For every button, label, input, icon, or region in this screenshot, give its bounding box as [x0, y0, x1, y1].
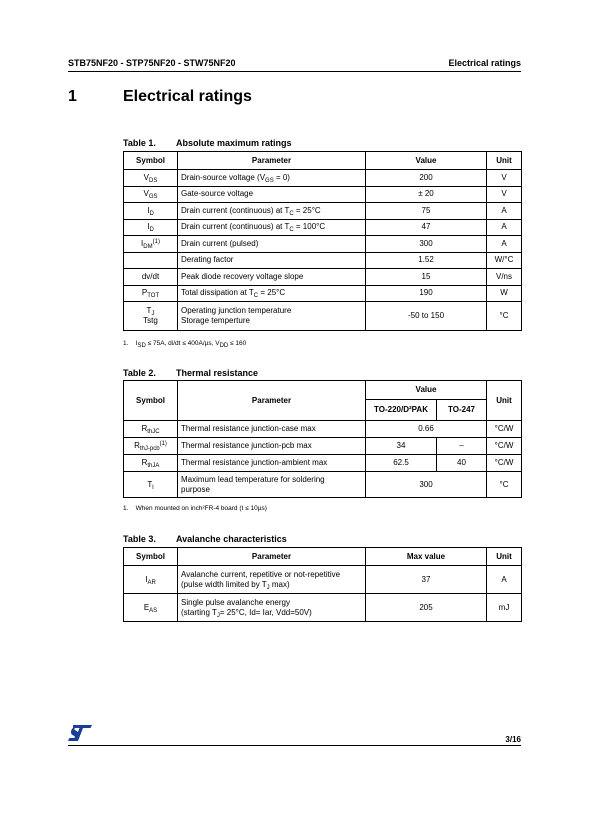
- symbol-text: T: [147, 479, 153, 489]
- symbol-subscript: GS: [148, 194, 158, 201]
- symbol-text: T: [146, 306, 152, 315]
- parameter-text: Maximum lead temperature for soldering: [181, 474, 325, 484]
- symbol-text: dv/dt: [141, 271, 160, 281]
- table2-col-symbol: Symbol: [124, 381, 178, 421]
- unit-cell: °C/W: [487, 455, 522, 472]
- table1-caption: [123, 138, 292, 148]
- unit-cell: V: [487, 170, 522, 187]
- parameter-text: Derating factor: [181, 255, 234, 265]
- section-number: 1: [68, 88, 77, 105]
- parameter-subscript: GS: [265, 177, 274, 184]
- value-cell: 1.52: [366, 252, 487, 269]
- value-cell: ± 20: [366, 186, 487, 203]
- table-row: [124, 421, 522, 438]
- table-row: [124, 269, 522, 286]
- symbol-text: E: [143, 602, 150, 612]
- symbol-cell: [124, 285, 178, 302]
- parameter-cell: [178, 594, 366, 622]
- value-cell-pkg1: 34: [366, 438, 437, 455]
- symbol-text: Tstg: [143, 316, 158, 325]
- symbol-cell: [124, 438, 178, 455]
- table2-label: Table 2.: [123, 368, 156, 378]
- value-cell: 205: [366, 594, 487, 622]
- footnote-subscript: DD: [219, 343, 229, 349]
- absolute-maximum-ratings-table: [123, 151, 522, 331]
- symbol-text: I: [145, 574, 148, 584]
- symbol-cell: [124, 594, 178, 622]
- value-cell: 47: [366, 219, 487, 236]
- symbol-text: R: [134, 441, 140, 450]
- header-rule: [68, 71, 521, 72]
- value-cell-pkg1: 62.5: [366, 455, 437, 472]
- symbol-subscript: thJ-pcb: [139, 446, 160, 452]
- footnote-text: ≤ 160: [228, 340, 247, 347]
- unit-cell: A: [487, 566, 522, 594]
- table2-footnote: [123, 505, 267, 512]
- value-cell: 300: [366, 472, 487, 498]
- symbol-subscript: D: [149, 210, 154, 217]
- footnote-number: 1.: [123, 505, 129, 512]
- parameter-text: purpose: [181, 484, 210, 494]
- table-row: [124, 219, 522, 236]
- symbol-superscript: (1): [152, 238, 160, 245]
- unit-cell: W/°C: [487, 252, 522, 269]
- table2-title: Thermal resistance: [176, 368, 259, 378]
- table1-col-unit: Unit: [487, 152, 522, 170]
- table-row: [124, 302, 522, 331]
- parameter-text: max): [269, 579, 290, 589]
- parameter-cell: [178, 170, 366, 187]
- header-doc-title: STB75NF20 - STP75NF20 - STW75NF20: [68, 58, 236, 68]
- unit-cell: °C/W: [487, 438, 522, 455]
- table-row: [124, 236, 522, 253]
- symbol-text: V: [143, 172, 149, 182]
- symbol-cell: [124, 186, 178, 203]
- symbol-subscript: AS: [149, 607, 158, 614]
- table2-col-pkg2: TO-247: [437, 400, 487, 421]
- table3-col-symbol: Symbol: [124, 548, 178, 566]
- table1-label: Table 1.: [123, 138, 156, 148]
- symbol-subscript: DM: [143, 243, 153, 250]
- symbol-subscript: thJA: [147, 463, 160, 469]
- symbol-subscript: J: [151, 311, 155, 317]
- symbol-cell: [124, 455, 178, 472]
- parameter-cell: [178, 219, 366, 236]
- symbol-cell: [124, 566, 178, 594]
- parameter-cell: [178, 186, 366, 203]
- symbol-subscript: l: [152, 484, 154, 491]
- unit-cell: mJ: [487, 594, 522, 622]
- parameter-subscript: C: [253, 293, 259, 300]
- section-title: Electrical ratings: [123, 88, 252, 105]
- parameter-cell: [178, 252, 366, 269]
- parameter-text: = 0): [273, 172, 290, 182]
- table3-label: Table 3.: [123, 534, 156, 544]
- table-row: [124, 170, 522, 187]
- table1-footnote: [123, 340, 246, 347]
- parameter-text: Avalanche current, repetitive or not-repetitive: [181, 569, 341, 579]
- footnote-number: 1.: [123, 340, 129, 347]
- symbol-text: R: [141, 424, 148, 433]
- symbol-text: I: [141, 238, 144, 248]
- footnote-text: ≤ 75A, di/dt ≤ 400A/µs, V: [145, 340, 220, 347]
- unit-cell: W: [487, 285, 522, 302]
- value-cell: -50 to 150: [366, 302, 487, 331]
- symbol-subscript: TOT: [147, 293, 160, 300]
- table3-caption: [123, 534, 287, 544]
- parameter-subscript: J: [216, 612, 220, 619]
- symbol-cell: [124, 236, 178, 253]
- parameter-cell: [178, 285, 366, 302]
- symbol-cell: [124, 269, 178, 286]
- parameter-subscript: C: [289, 227, 294, 234]
- symbol-cell: [124, 170, 178, 187]
- value-cell: 37: [366, 566, 487, 594]
- table3-col-value: Max value: [366, 548, 487, 566]
- table2-col-parameter: Parameter: [178, 381, 366, 421]
- unit-cell: °C/W: [487, 421, 522, 438]
- parameter-cell: Thermal resistance junction-pcb max: [178, 438, 366, 455]
- parameter-text: Storage temperture: [181, 316, 250, 325]
- unit-cell: V: [487, 186, 522, 203]
- thermal-resistance-table: [123, 380, 522, 498]
- value-cell: 75: [366, 203, 487, 220]
- table-row: [124, 285, 522, 302]
- footer-rule: [68, 745, 521, 746]
- symbol-cell: [124, 252, 178, 269]
- parameter-cell: Thermal resistance junction-case max: [178, 421, 366, 438]
- parameter-cell: [178, 203, 366, 220]
- table3-col-parameter: Parameter: [178, 548, 366, 566]
- table2-col-value: Value: [366, 381, 487, 400]
- footnote-text: When mounted on inch²FR-4 board (t ≤ 10µs): [135, 505, 267, 512]
- symbol-text: I: [147, 222, 150, 232]
- value-cell: 15: [366, 269, 487, 286]
- symbol-subscript: AR: [147, 579, 156, 586]
- unit-cell: A: [487, 219, 522, 236]
- table1-header-row: [124, 152, 522, 170]
- symbol-subscript: DS: [149, 177, 158, 184]
- page-number: 3/16: [505, 735, 521, 744]
- table-row: [124, 186, 522, 203]
- table2-caption: [123, 368, 258, 378]
- parameter-cell: [178, 236, 366, 253]
- table-row: [124, 438, 522, 455]
- value-cell: 0.66: [366, 421, 487, 438]
- table1-col-parameter: Parameter: [178, 152, 366, 170]
- parameter-text: Gate-source voltage: [181, 189, 254, 199]
- unit-cell: V/ns: [487, 269, 522, 286]
- symbol-text: V: [143, 189, 149, 199]
- parameter-text: (starting T: [181, 607, 217, 617]
- parameter-text: = 100°C: [293, 222, 326, 232]
- parameter-text: Single pulse avalanche energy: [181, 597, 290, 607]
- value-cell-pkg2: 40: [437, 455, 487, 472]
- unit-cell: °C: [487, 472, 522, 498]
- footnote-subscript: SD: [137, 343, 146, 349]
- symbol-cell: [124, 472, 178, 498]
- parameter-text: = 25°C: [293, 205, 321, 215]
- parameter-text: (pulse width limited by T: [181, 579, 267, 589]
- symbol-subscript: thJC: [147, 429, 160, 435]
- parameter-text: Total dissipation at T: [181, 288, 254, 298]
- table1-title: Absolute maximum ratings: [176, 138, 292, 148]
- footnote-text: I: [135, 340, 138, 347]
- unit-cell: °C: [487, 302, 522, 331]
- symbol-text: R: [141, 458, 148, 467]
- table3-title: Avalanche characteristics: [176, 534, 287, 544]
- value-cell: 190: [366, 285, 487, 302]
- table-row: [124, 252, 522, 269]
- table3-col-unit: Unit: [487, 548, 522, 566]
- symbol-cell: [124, 302, 178, 331]
- parameter-cell: Thermal resistance junction-ambient max: [178, 455, 366, 472]
- parameter-text: Peak diode recovery voltage slope: [181, 271, 304, 281]
- avalanche-characteristics-table: [123, 547, 522, 622]
- table-row: [124, 566, 522, 594]
- table1-col-symbol: Symbol: [124, 152, 178, 170]
- symbol-superscript: (1): [159, 441, 167, 447]
- symbol-text: P: [141, 288, 148, 298]
- table2-col-unit: Unit: [487, 381, 522, 421]
- value-cell: 300: [366, 236, 487, 253]
- symbol-cell: [124, 203, 178, 220]
- table-row: [124, 472, 522, 498]
- parameter-cell: [178, 472, 366, 498]
- unit-cell: A: [487, 236, 522, 253]
- symbol-text: I: [147, 205, 150, 215]
- parameter-subscript: C: [289, 210, 294, 217]
- parameter-cell: [178, 302, 366, 331]
- symbol-cell: [124, 219, 178, 236]
- parameter-text: = 25°C: [258, 288, 286, 298]
- st-logo-icon: [68, 725, 92, 746]
- header-section: Electrical ratings: [448, 58, 521, 68]
- table2-col-pkg1: TO-220/D²PAK: [366, 400, 437, 421]
- parameter-text: Drain-source voltage (V: [181, 172, 266, 182]
- value-cell: 200: [366, 170, 487, 187]
- parameter-text: Drain current (pulsed): [181, 238, 259, 248]
- parameter-text: Operating junction temperature: [181, 306, 292, 315]
- parameter-subscript: J: [266, 584, 270, 591]
- symbol-subscript: D: [149, 227, 154, 234]
- parameter-cell: [178, 269, 366, 286]
- parameter-cell: [178, 566, 366, 594]
- unit-cell: A: [487, 203, 522, 220]
- parameter-text: Drain current (continuous) at T: [181, 205, 290, 215]
- table-row: [124, 455, 522, 472]
- symbol-cell: [124, 421, 178, 438]
- parameter-text: = 25°C, Id= Iar, Vdd=50V): [219, 607, 312, 617]
- table-row: [124, 594, 522, 622]
- table2-header-row: [124, 381, 522, 400]
- value-cell-pkg2: –: [437, 438, 487, 455]
- parameter-text: Drain current (continuous) at T: [181, 222, 290, 232]
- table-row: [124, 203, 522, 220]
- table1-col-value: Value: [366, 152, 487, 170]
- table3-header-row: [124, 548, 522, 566]
